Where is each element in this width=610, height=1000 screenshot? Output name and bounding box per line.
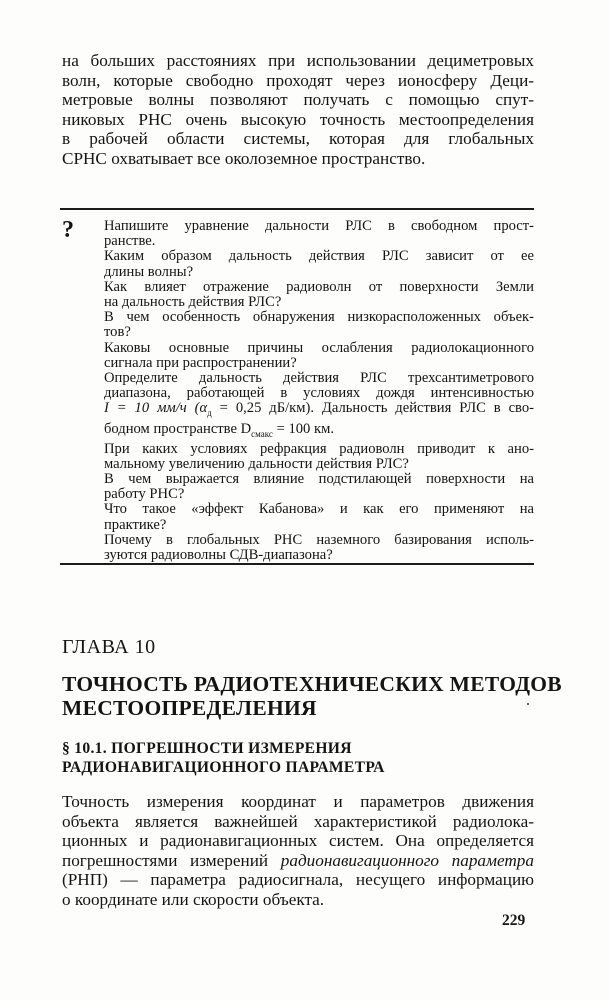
formula-subscript: д: [207, 408, 212, 419]
review-questions: [104, 219, 534, 563]
question-item: [104, 371, 534, 442]
question-line: Определите дальность действия РЛС трехсантиметрового: [104, 370, 534, 387]
question-item: [104, 310, 534, 340]
question-formula-line: [104, 422, 534, 442]
intro-line: СРНС охватывает все околоземное пространство.: [62, 148, 426, 168]
chapter-label: ГЛАВА 10: [62, 636, 156, 658]
formula-part: = 0,25 дБ/км). Дальность действия РЛС в сво-: [211, 400, 535, 417]
body-line: ционных и радионавигационных систем. Она определяется: [62, 831, 534, 851]
chapter-title-line: ТОЧНОСТЬ РАДИОТЕХНИЧЕСКИХ МЕТОДОВ: [62, 672, 562, 696]
intro-line: волн, которые свободно проходят через ионосферу Деци-: [62, 70, 534, 90]
section-title-line: § 10.1. ПОГРЕШНОСТИ ИЗМЕРЕНИЯ: [62, 740, 352, 757]
section-title-line: РАДИОНАВИГАЦИОННОГО ПАРАМЕТРА: [62, 759, 385, 776]
question-line: сигнала при распространении?: [104, 354, 297, 371]
section-title: [62, 739, 385, 777]
question-item: [104, 219, 534, 249]
question-line: При каких условиях рефракция радиоволн приводит к ано-: [104, 440, 534, 457]
formula-part: = 100 км.: [272, 420, 334, 437]
page-number: 229: [502, 912, 526, 929]
question-item: [104, 249, 534, 279]
question-line: зуются радиоволны СДВ-диапазона?: [104, 547, 333, 564]
intro-line: в рабочей области системы, которая для глобальных: [62, 129, 534, 149]
question-item: [104, 280, 534, 310]
question-mark-icon: ?: [62, 217, 74, 243]
question-line: диапазона, работающей в условиях дождя интенсивностью: [104, 385, 534, 402]
chapter-title: [62, 672, 562, 720]
questions-top-rule: [60, 208, 534, 210]
question-item: [104, 533, 534, 563]
question-line: ранстве.: [104, 233, 156, 250]
question-line: Что такое «эффект Кабанова» и как его применяют на: [104, 501, 534, 518]
question-line: работу РНС?: [104, 486, 185, 503]
intro-line: никовых РНС очень высокую точность местоопределения: [62, 109, 534, 129]
body-line: о координате или скорости объекта.: [62, 889, 325, 909]
formula-part: бодном пространстве D: [104, 420, 252, 437]
body-line: объекта является важнейшей характеристикой радиолока-: [62, 811, 534, 831]
intro-line: на больших расстояниях при использовании дециметровых: [62, 51, 534, 70]
body-line: Точность измерения координат и параметров движения: [62, 792, 534, 811]
body-line: [62, 851, 534, 871]
print-speck: [527, 703, 529, 705]
question-line: длины волны?: [104, 263, 194, 280]
formula-subscript: смакс: [251, 428, 273, 439]
question-line: на дальность действия РЛС?: [104, 294, 282, 311]
body-text: погрешностями измерений: [62, 850, 281, 870]
question-item: [104, 472, 534, 502]
question-line: В чем особенность обнаружения низкорасположенных объек-: [104, 309, 534, 326]
question-line: практике?: [104, 516, 167, 533]
question-line: Как влияет отражение радиоволн от поверхности Земли: [104, 278, 534, 295]
question-line: Каким образом дальность действия РЛС зависит от ее: [104, 248, 534, 265]
question-line: тов?: [104, 324, 131, 341]
question-line: мальному увеличению дальности действия РЛС?: [104, 455, 409, 472]
body-paragraph: [62, 792, 534, 910]
question-line: Почему в глобальных РНС наземного базирования исполь-: [104, 531, 534, 548]
question-formula-line: [104, 401, 534, 421]
intro-paragraph: [62, 51, 534, 169]
question-line: В чем выражается влияние подстилающей поверхности на: [104, 471, 534, 488]
question-item: [104, 341, 534, 371]
question-line: Каковы основные причины ослабления радиолокационного: [104, 339, 534, 356]
intro-line: метровые волны позволяют получать с помощью спут-: [62, 90, 534, 110]
formula-part: I = 10 мм/ч (α: [104, 400, 208, 417]
questions-bottom-rule: [60, 563, 534, 565]
question-line: Напишите уравнение дальности РЛС в свободном прост-: [104, 218, 534, 234]
body-italic-term: радионавигационного параметра: [280, 850, 534, 870]
question-item: [104, 442, 534, 472]
question-item: [104, 502, 534, 532]
chapter-title-line: МЕСТООПРЕДЕЛЕНИЯ: [62, 696, 317, 720]
body-line: (РНП) — параметра радиосигнала, несущего информацию: [62, 870, 534, 890]
